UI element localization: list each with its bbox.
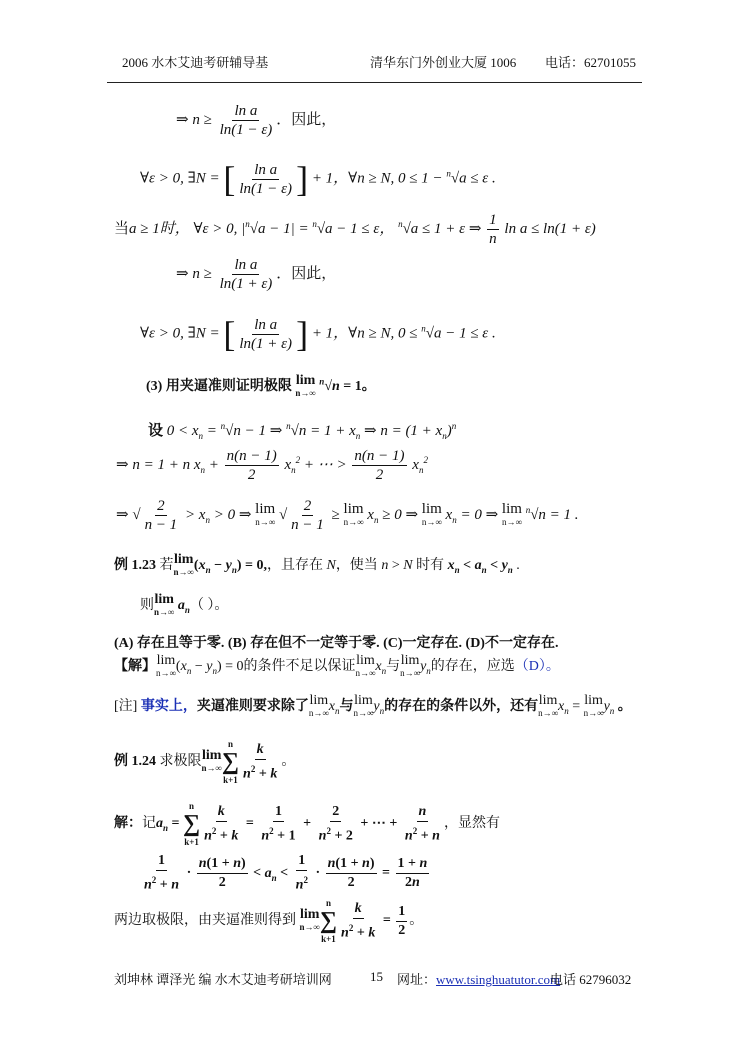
header-left: 2006 水木艾迪考研辅导基 <box>122 55 269 70</box>
header-rule <box>107 82 642 83</box>
math-line-she: 设 $0 < x_n = ^n√n - 1$ ⇒ $^n√n = 1 + x_n$ ⇒ $n = (1 + x_n)^n$ <box>148 421 457 441</box>
example-1-23: 例 1.23 若 lim n→∞ $(x_n - y_n) = 0$,，且存在 N，使当 n > N 时有 $x_n < a_n < y_n$ . <box>114 552 520 577</box>
math-line-3: 当a ≥ 1时， ∀ε > 0, $|^n√a - 1| = ^n√a - 1 \le \varepsilon$， $^n$√a ≤ 1 + ε ⇒ $\frac{1}{n}$ ln a ≤ ln(1 + ε) <box>114 212 596 247</box>
yinci-text-1: ．因此， <box>276 111 337 128</box>
header-center: 清华东门外创业大厦 1006 <box>370 55 517 70</box>
step-3: (3) 用夹逼准则证明极限 lim n→∞ $^n$√n = 1。 <box>146 373 376 398</box>
note: [注] 事实上，夹逼准则要求除了 lim n→∞ $x_n$与 lim n→∞ $y_n$的存在的条件以外，还有 lim n→∞ $x_n$ = lim n→∞ $y_n$ 。 <box>114 693 632 718</box>
site-link[interactable]: www.tsinghuatutor.com <box>436 972 561 987</box>
footer-phone: 电话 62796032 <box>550 972 632 987</box>
inequality-1-24: $\frac{1}{n^2 + n}$ · $\frac{n(1 + n)}{2}$ < $a_n$ < $\frac{1}{n^2}$ · $\frac{n(1 + n)}{2}$ = $\frac{1 + n}{2n}$ <box>144 853 428 893</box>
example-1-24: 例 1.24 求极限 lim n→∞ n ∑ k+1 $\frac{k}{n^2 + k}$ 。 <box>114 739 296 785</box>
conclusion-1-24: 两边取极限，由夹逼准则得到 lim n→∞ n ∑ k+1 $\frac{k}{n^2 + k}$ = $\frac{1}{2}$ 。 <box>114 898 424 944</box>
example-1-23-question: 则 lim n→∞ $a_n$（ ）。 <box>140 592 229 617</box>
footer-site: 网址：www.tsinghuatutor.com <box>397 972 561 987</box>
footer-page-number: 15 <box>370 969 383 984</box>
solution-1-24: 解：记$a_n$ = n ∑ k+1 $\frac{k}{n^2 + k}$ = $\frac{1}{n^2 + 1}$ + $\frac{2}{n^2 + 2}$ + ⋯ + $\frac{n}{n^2 + n}$ ，显然有 <box>114 801 500 847</box>
math-line-squeeze: ⇒ √ $\frac{2}{n - 1}$ > $x_n > 0$ ⇒ lim n→∞ √ $\frac{2}{n - 1}$ ≥ lim n→∞ $x_n \ge 0$ ⇒ lim n→∞ $x_n = 0$ ⇒ lim n→∞ $^n$√n = 1 . <box>116 498 579 533</box>
answer-d: （D）。 <box>514 659 560 675</box>
footer-authors: 刘坤林 谭泽光 编 水木艾迪考研培训网 <box>114 972 332 987</box>
solution-1-23: 【解】 lim n→∞ $(x_n - y_n) = 0$的条件不足以保证 lim n→∞ $x_n$与 lim n→∞ $y_n$的存在，应选（D）。 <box>114 653 560 678</box>
example-1-23-options: (A) 存在且等于零. (B) 存在但不一定等于零. (C)一定存在. (D)不一定存在. <box>114 636 559 651</box>
header-right: 电话：62701055 <box>545 55 637 70</box>
math-line-5: ∀ε > 0, ∃N = [ $\frac{\text{ln a}}{\ln(1 + \varepsilon)}$ ] + 1，∀n ≥ N, 0 ≤ $^n$√a − 1 ≤ ε . <box>140 314 496 354</box>
math-line-2: ∀ε > 0, ∃N = [ $\frac{\text{ln a}}{\ln(1 - \varepsilon)}$ ] + 1，∀n ≥ N, 0 ≤ 1 − $^n$√a ≤ ε . <box>140 159 496 199</box>
math-line-4: ⇒ n ≥ $\frac{\text{ln a}}{\ln(1 + \varepsilon)}$ ．因此， <box>176 257 337 292</box>
math-line-binomial: ⇒ n = 1 + n $x_n$ + $\frac{n(n - 1)}{2}$ $x_n^2$ + ⋯ > $\frac{n(n - 1)}{2}$ $x_n^2$ <box>116 448 428 483</box>
yinci-text-2: ．因此， <box>276 265 337 282</box>
math-line-1: ⇒ n ≥ $\frac{\text{ln a}}{\ln(1 - \varepsilon)}$ ．因此， <box>176 103 337 138</box>
